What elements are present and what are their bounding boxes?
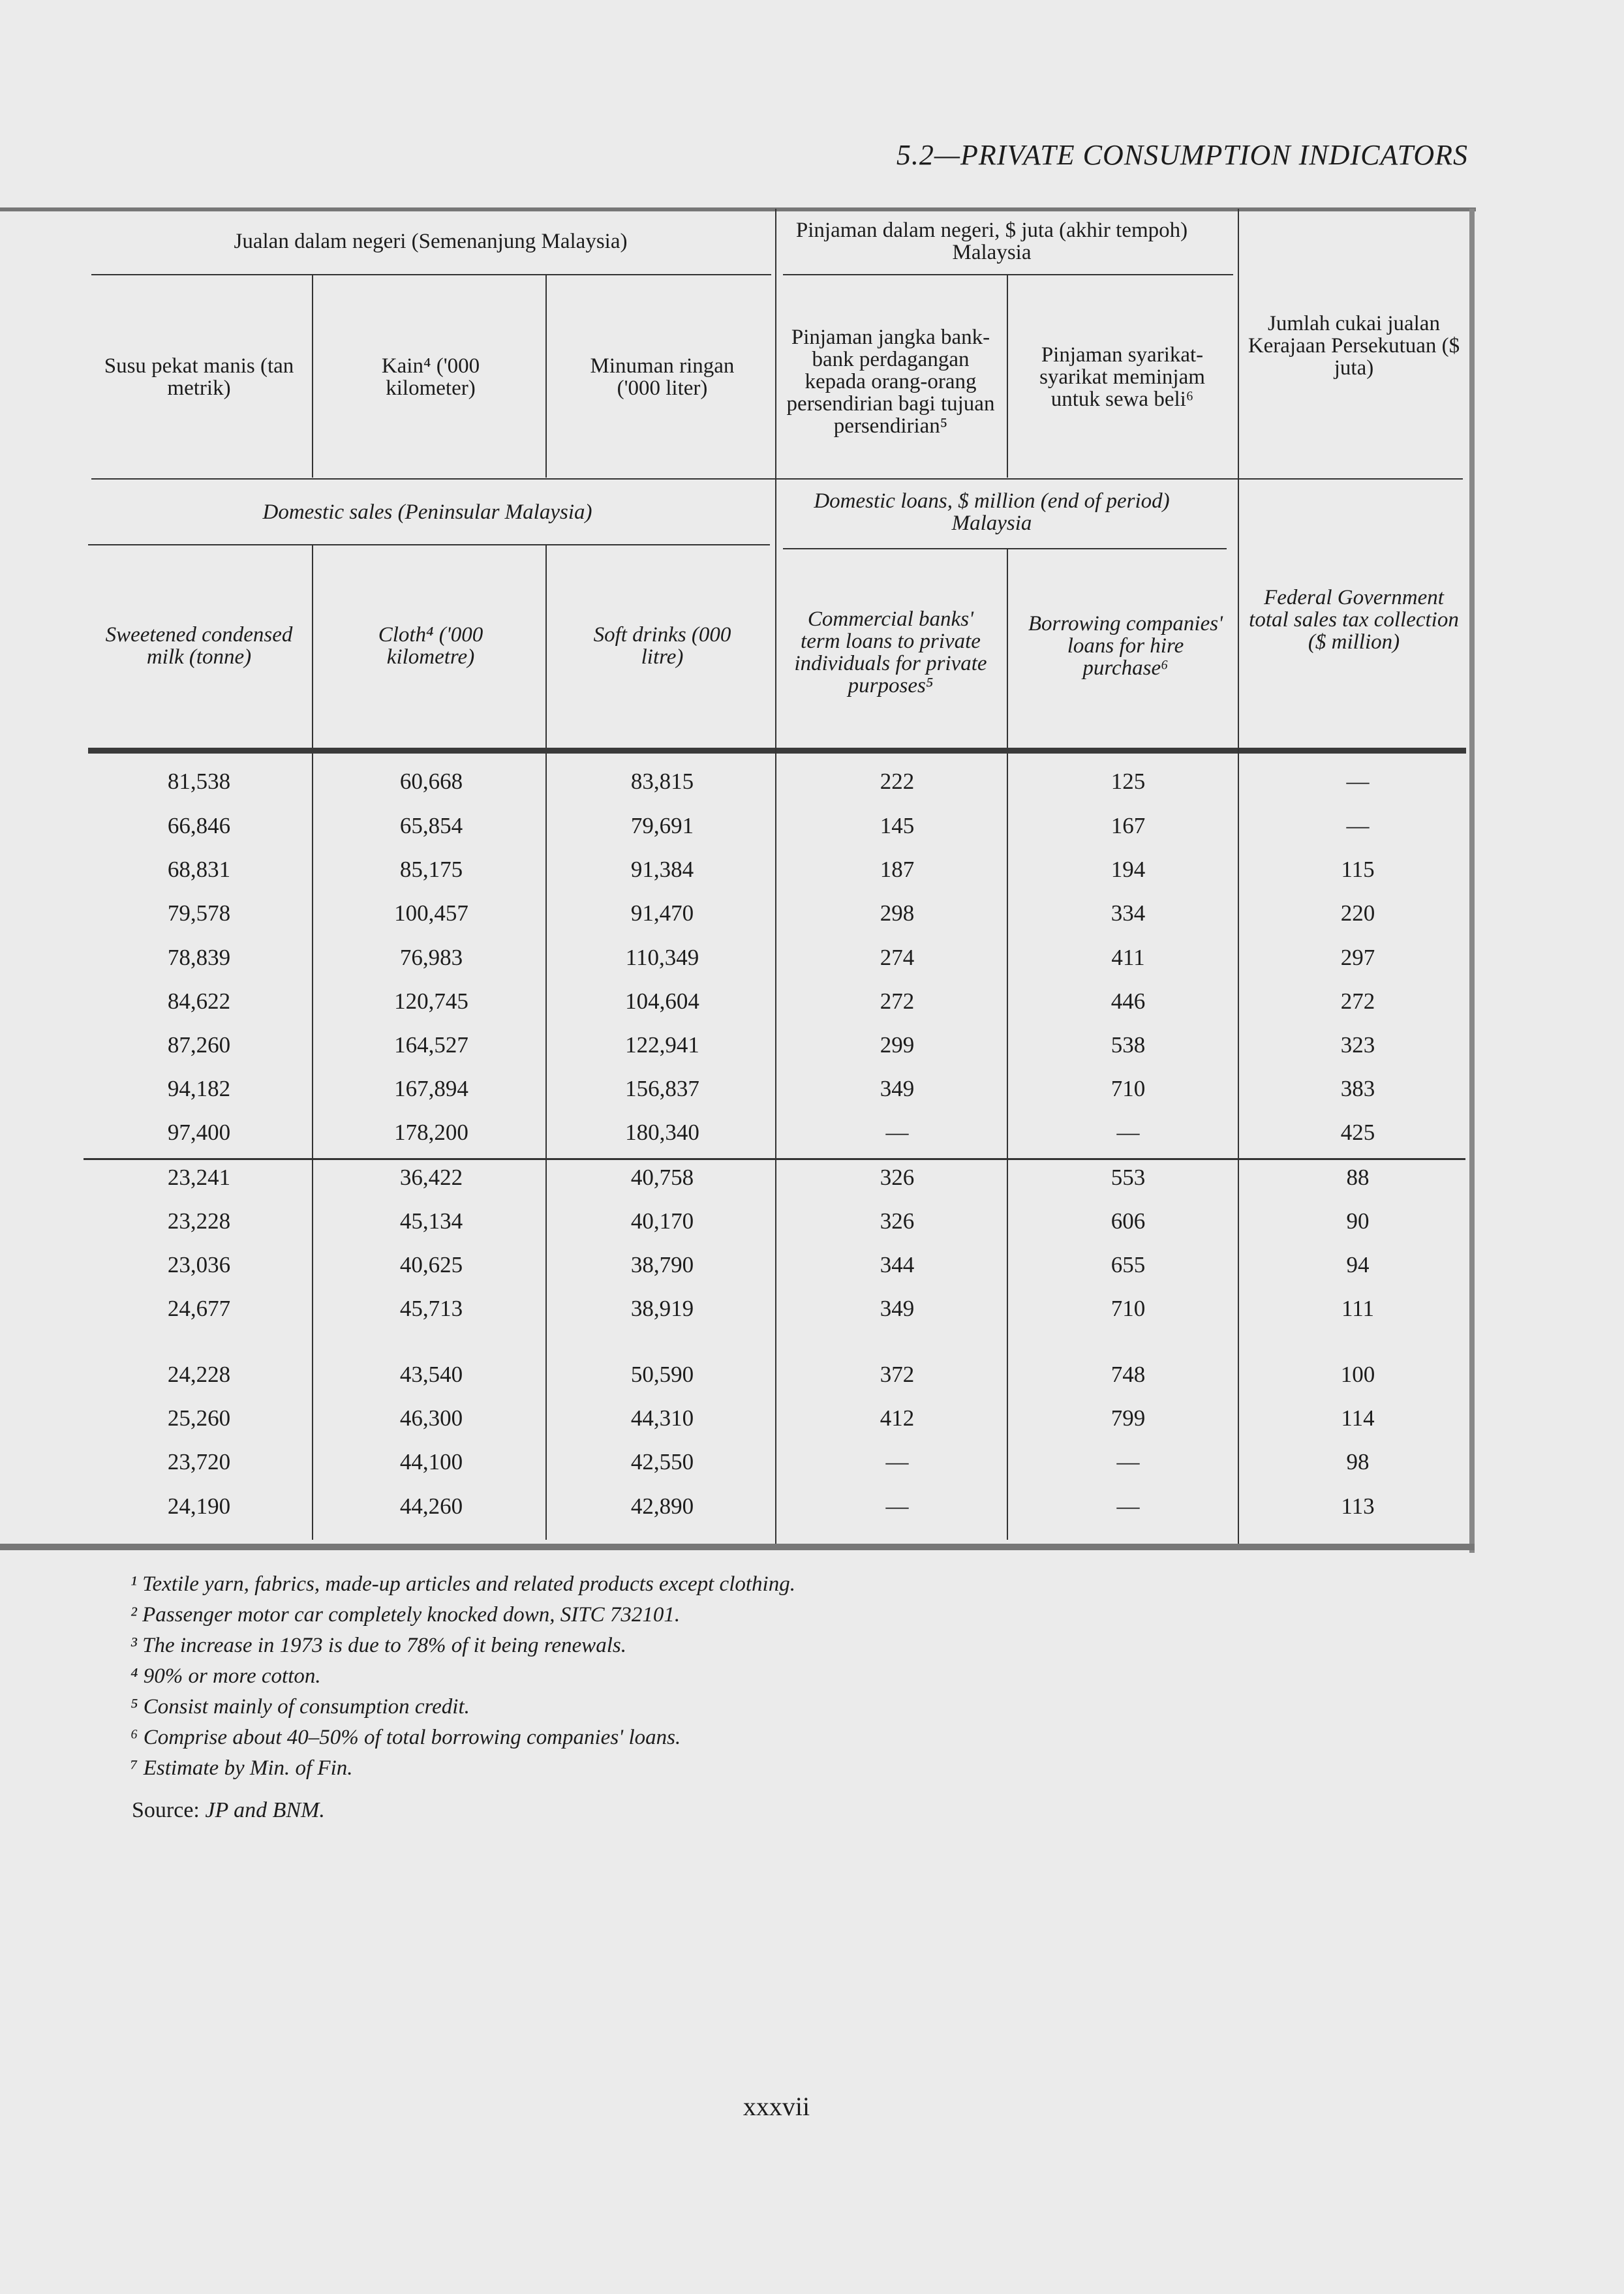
table-cell: 24,677 <box>167 1296 231 1321</box>
table-cell: 42,890 <box>630 1493 694 1519</box>
table-cell: 87,260 <box>167 1032 231 1058</box>
table-cell: 323 <box>1340 1032 1375 1058</box>
column-line <box>1238 209 1239 1546</box>
table-cell: 44,310 <box>630 1405 694 1431</box>
table-cell: 446 <box>1111 988 1146 1014</box>
table-cell: 115 <box>1341 857 1375 882</box>
table-cell: 710 <box>1111 1296 1146 1321</box>
table-cell: 125 <box>1111 769 1146 794</box>
table-cell: 122,941 <box>625 1032 699 1058</box>
column-line <box>312 754 313 1540</box>
table-cell: 297 <box>1340 945 1375 970</box>
header-english-group-loans: Domestic loans, $ million (end of period) Malaysia <box>814 489 1170 535</box>
table-cell: 94 <box>1346 1252 1370 1277</box>
table-cell: 46,300 <box>399 1405 463 1431</box>
table-cell: — <box>1346 813 1370 838</box>
table-cell: 50,590 <box>630 1362 694 1387</box>
table-cell: 655 <box>1111 1252 1146 1277</box>
table-cell: — <box>885 1449 909 1475</box>
table-cell: 81,538 <box>167 769 231 794</box>
table-cell: 40,758 <box>630 1165 694 1190</box>
table-cell: 79,578 <box>167 900 231 926</box>
table-cell: 113 <box>1341 1493 1375 1519</box>
table-cell: 411 <box>1111 945 1145 970</box>
table-cell: 298 <box>880 900 915 926</box>
table-cell: 97,400 <box>167 1120 231 1145</box>
table-cell: 606 <box>1111 1208 1146 1234</box>
header-malay-col-4: Pinjaman jangka bank-bank perdagangan kepada orang-orang persendirian bagi tujuan persendirian⁵ <box>786 326 995 438</box>
table-cell: 344 <box>880 1252 915 1277</box>
table-top-rule <box>0 207 1476 211</box>
divider <box>783 274 1233 275</box>
footnote: ⁷ Estimate by Min. of Fin. <box>130 1756 353 1780</box>
table-cell: 167,894 <box>394 1076 468 1101</box>
header-english-col-6: Federal Government total sales tax collection ($ million) <box>1249 586 1459 654</box>
table-cell: 36,422 <box>399 1165 463 1190</box>
section-rule <box>84 1158 1465 1160</box>
table-cell: — <box>885 1120 909 1145</box>
footnote: ³ The increase in 1973 is due to 78% of it being renewals. <box>130 1634 626 1657</box>
table-cell: 114 <box>1341 1405 1375 1431</box>
table-cell: 78,839 <box>167 945 231 970</box>
header-malay-col-6: Jumlah cukai jualan Kerajaan Persekutuan ($ juta) <box>1248 312 1460 380</box>
table-cell: 91,384 <box>630 857 694 882</box>
table-cell: 23,241 <box>167 1165 231 1190</box>
table-cell: 349 <box>880 1296 915 1321</box>
table-cell: 45,134 <box>399 1208 463 1234</box>
table-cell: — <box>1116 1449 1140 1475</box>
table-cell: 24,228 <box>167 1362 231 1387</box>
page-number: xxxvii <box>743 2092 810 2121</box>
footnote: ⁶ Comprise about 40–50% of total borrowing companies' loans. <box>130 1726 681 1749</box>
column-line <box>1007 754 1008 1540</box>
table-cell: 76,983 <box>399 945 463 970</box>
table-bottom-rule <box>0 1544 1475 1550</box>
footnote: ² Passenger motor car completely knocked down, SITC 732101. <box>130 1603 681 1627</box>
table-cell: 710 <box>1111 1076 1146 1101</box>
table-cell: 38,790 <box>630 1252 694 1277</box>
table-cell: 272 <box>1340 988 1375 1014</box>
table-cell: 748 <box>1111 1362 1146 1387</box>
table-cell: 326 <box>880 1208 915 1234</box>
table-cell: 94,182 <box>167 1076 231 1101</box>
table-cell: 334 <box>1111 900 1146 926</box>
divider <box>91 478 1463 480</box>
table-cell: 164,527 <box>394 1032 468 1058</box>
table-cell: — <box>1116 1493 1140 1519</box>
table-cell: 187 <box>880 857 915 882</box>
header-english-col-3: Soft drinks (000 litre) <box>593 623 731 669</box>
table-cell: 44,100 <box>399 1449 463 1475</box>
header-english-col-1: Sweetened condensed milk (tonne) <box>105 623 293 669</box>
column-line <box>775 209 776 1546</box>
table-cell: 24,190 <box>167 1493 231 1519</box>
table-cell: 100 <box>1340 1362 1375 1387</box>
table-cell: 110,349 <box>625 945 699 970</box>
table-cell: 88 <box>1346 1165 1370 1190</box>
column-line <box>312 545 313 748</box>
table-cell: 326 <box>880 1165 915 1190</box>
table-cell: 66,846 <box>167 813 231 838</box>
header-malay-group-sales: Jualan dalam negeri (Semenanjung Malaysia) <box>234 230 628 253</box>
column-line <box>1007 549 1008 748</box>
table-cell: 120,745 <box>394 988 468 1014</box>
table-right-border <box>1469 209 1475 1553</box>
table-cell: 349 <box>880 1076 915 1101</box>
table-cell: 299 <box>880 1032 915 1058</box>
table-cell: 68,831 <box>167 857 231 882</box>
table-cell: 40,625 <box>399 1252 463 1277</box>
table-cell: 194 <box>1111 857 1146 882</box>
table-cell: 145 <box>880 813 915 838</box>
table-cell: 156,837 <box>625 1076 699 1101</box>
table-cell: 104,604 <box>625 988 699 1014</box>
table-cell: 111 <box>1341 1296 1374 1321</box>
source-label: Source: <box>132 1798 200 1822</box>
table-cell: 272 <box>880 988 915 1014</box>
table-cell: 553 <box>1111 1165 1146 1190</box>
divider <box>91 274 771 275</box>
table-cell: 425 <box>1340 1120 1375 1145</box>
table-cell: 23,720 <box>167 1449 231 1475</box>
table-cell: — <box>1116 1120 1140 1145</box>
source-value: JP and BNM. <box>205 1798 325 1822</box>
table-cell: 90 <box>1346 1208 1370 1234</box>
footnote: ⁴ 90% or more cotton. <box>130 1664 321 1688</box>
table-cell: 42,550 <box>630 1449 694 1475</box>
table-cell: 38,919 <box>630 1296 694 1321</box>
table-cell: 23,036 <box>167 1252 231 1277</box>
header-malay-col-2: Kain⁴ ('000 kilometer) <box>381 354 480 400</box>
divider <box>88 544 770 545</box>
table-cell: 91,470 <box>630 900 694 926</box>
table-cell: 43,540 <box>399 1362 463 1387</box>
table-cell: 84,622 <box>167 988 231 1014</box>
header-english-col-5: Borrowing companies' loans for hire purchase⁶ <box>1028 612 1223 680</box>
table-cell: 65,854 <box>399 813 463 838</box>
table-cell: 180,340 <box>625 1120 699 1145</box>
column-line <box>545 275 547 478</box>
table-cell: — <box>885 1493 909 1519</box>
column-line <box>545 754 547 1540</box>
table-cell: 45,713 <box>399 1296 463 1321</box>
header-malay-group-loans: Pinjaman dalam negeri, $ juta (akhir tempoh) Malaysia <box>795 219 1188 264</box>
header-bottom-rule <box>88 748 1466 754</box>
table-cell: 25,260 <box>167 1405 231 1431</box>
column-line <box>545 545 547 748</box>
page-title: 5.2—PRIVATE CONSUMPTION INDICATORS <box>896 139 1468 171</box>
header-malay-col-5: Pinjaman syarikat-syarikat meminjam untuk sewa beli⁶ <box>1039 343 1205 411</box>
table-cell: 40,170 <box>630 1208 694 1234</box>
header-english-group-sales: Domestic sales (Peninsular Malaysia) <box>262 500 592 524</box>
column-line <box>312 275 313 478</box>
table-cell: 85,175 <box>399 857 463 882</box>
table-cell: 23,228 <box>167 1208 231 1234</box>
header-english-col-4: Commercial banks' term loans to private individuals for private purposes⁵ <box>794 607 987 697</box>
source-line <box>132 1798 325 1823</box>
table-cell: 83,815 <box>630 769 694 794</box>
footnote: ⁵ Consist mainly of consumption credit. <box>130 1695 470 1719</box>
table-cell: 412 <box>880 1405 915 1431</box>
table-cell: 60,668 <box>399 769 463 794</box>
table-cell: 538 <box>1111 1032 1146 1058</box>
table-cell: 44,260 <box>399 1493 463 1519</box>
column-line <box>1007 275 1008 478</box>
table-cell: 100,457 <box>394 900 468 926</box>
table-cell: 222 <box>880 769 915 794</box>
table-cell: 383 <box>1340 1076 1375 1101</box>
table-cell: 274 <box>880 945 915 970</box>
table-cell: 79,691 <box>630 813 694 838</box>
header-english-col-2: Cloth⁴ ('000 kilometre) <box>378 623 483 669</box>
table-cell: 220 <box>1340 900 1375 926</box>
header-malay-col-3: Minuman ringan ('000 liter) <box>590 354 735 400</box>
table-cell: 167 <box>1111 813 1146 838</box>
table-cell: 178,200 <box>394 1120 468 1145</box>
table-cell: 799 <box>1111 1405 1146 1431</box>
table-cell: — <box>1346 769 1370 794</box>
table-cell: 372 <box>880 1362 915 1387</box>
footnote: ¹ Textile yarn, fabrics, made-up articles and related products except clothing. <box>130 1572 795 1596</box>
table-cell: 98 <box>1346 1449 1370 1475</box>
header-malay-col-1: Susu pekat manis (tan metrik) <box>104 354 294 400</box>
